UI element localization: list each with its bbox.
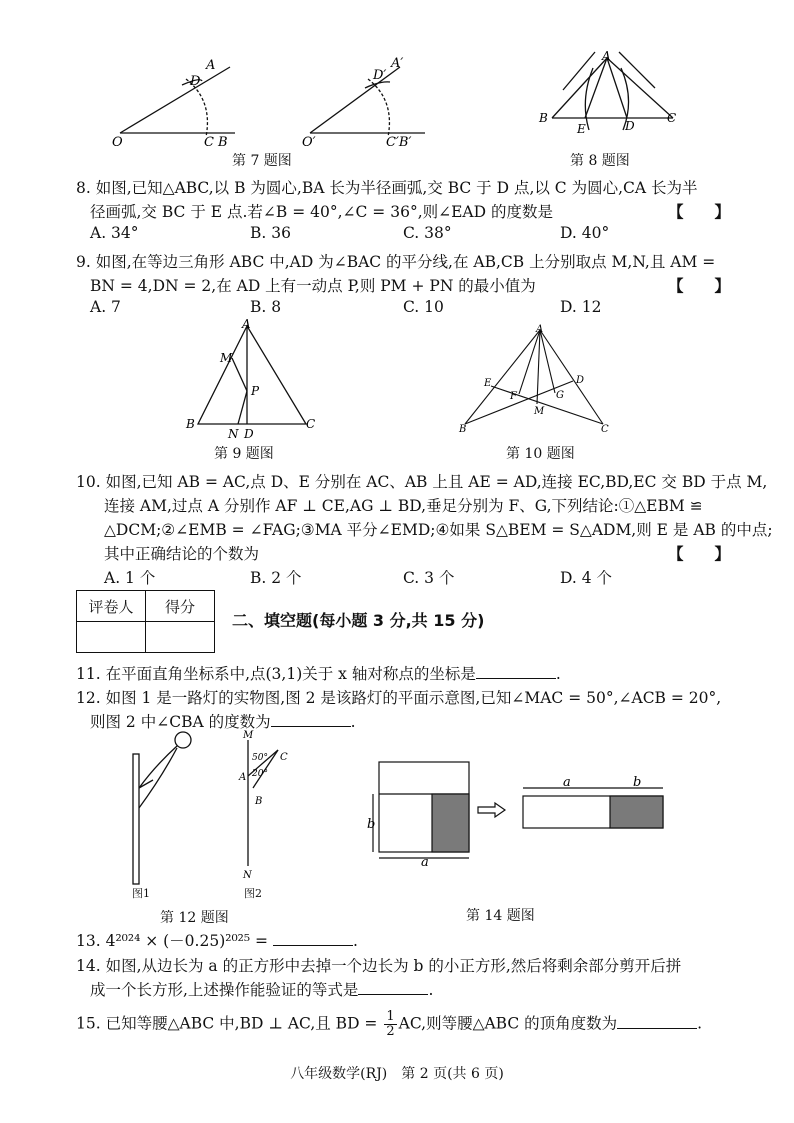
svg-text:C: C — [601, 424, 609, 434]
q12-line1: 12. 如图 1 是一路灯的实物图,图 2 是该路灯的平面示意图,已知∠MAC = 50°,∠ACB = 20°, — [76, 689, 722, 707]
figure-12-sub1-label: 图1 — [132, 887, 150, 900]
svg-text:N: N — [243, 870, 252, 881]
score-table — [76, 590, 215, 653]
q9-answer-bracket[interactable]: 【 】 — [668, 276, 731, 295]
svg-text:B: B — [539, 111, 548, 125]
q15-fraction-numerator: 1 — [386, 1009, 395, 1024]
q13-line — [76, 929, 358, 951]
svg-text:A: A — [242, 318, 251, 331]
q14-end: . — [428, 981, 434, 999]
q9-option-c[interactable]: C. 10 — [403, 298, 444, 316]
svg-text:50°: 50° — [252, 753, 268, 763]
svg-text:G: G — [556, 390, 564, 401]
svg-text:E: E — [577, 122, 586, 136]
page-footer: 八年级数学(RJ) 第 2 页(共 6 页) — [290, 1066, 504, 1082]
q11-end: . — [555, 665, 561, 683]
svg-text:N: N — [228, 427, 239, 441]
q10-line1: 10. 如图,已知 AB = AC,点 D、E 分别在 AC、AB 上且 AE = AD,连接 EC,BD,EC 交 BD 于点 M, — [76, 473, 768, 491]
svg-text:C: C — [667, 111, 677, 125]
q9-option-d[interactable]: D. 12 — [560, 298, 602, 316]
q8-line2: 径画弧,交 BC 于 E 点.若∠B = 40°,∠C = 36°,则∠EAD 的度数是 — [90, 203, 553, 221]
svg-text:F: F — [510, 391, 517, 402]
score-table-score-header: 得分 — [146, 591, 215, 622]
q8-option-b[interactable]: B. 36 — [250, 224, 291, 242]
svg-text:D′: D′ — [373, 68, 387, 83]
figure-7-caption: 第 7 题图 — [232, 153, 292, 169]
figure-12-caption: 第 12 题图 — [160, 910, 229, 926]
figure-7-diagram — [110, 55, 440, 150]
q9-option-a[interactable]: A. 7 — [90, 298, 121, 316]
score-table-score-cell[interactable] — [146, 622, 215, 653]
svg-text:B: B — [186, 417, 195, 431]
svg-text:E: E — [484, 378, 492, 389]
q13-end: . — [352, 932, 358, 950]
q11-line — [76, 662, 561, 684]
svg-text:a: a — [421, 855, 429, 868]
q8-option-c[interactable]: C. 38° — [403, 224, 452, 242]
svg-text:20°: 20° — [252, 769, 268, 779]
svg-text:b: b — [633, 775, 642, 790]
q10-answer-bracket[interactable]: 【 】 — [668, 544, 731, 563]
q10-line2: 连接 AM,过点 A 分别作 AF ⊥ CE,AG ⊥ BD,垂足分别为 F、G,下列结论:①△EBM ≌ — [104, 497, 703, 515]
svg-text:M: M — [220, 351, 233, 365]
score-table-grader-header: 评卷人 — [77, 591, 146, 622]
q11-answer-blank[interactable] — [476, 664, 556, 679]
figure-9-diagram — [180, 318, 320, 442]
svg-text:B: B — [459, 424, 467, 434]
q9-option-b[interactable]: B. 8 — [250, 298, 282, 316]
q15-answer-blank[interactable] — [617, 1014, 697, 1029]
q12-answer-blank[interactable] — [271, 712, 351, 727]
svg-text:A: A — [602, 50, 611, 63]
svg-text:C: C — [280, 752, 288, 763]
svg-text:M: M — [534, 406, 545, 417]
q15-fraction-denominator: 2 — [386, 1024, 395, 1039]
q10-option-c[interactable]: C. 3 个 — [403, 569, 455, 587]
figure-12-diagram — [125, 728, 295, 903]
svg-text:D: D — [244, 427, 254, 441]
q10-option-d[interactable]: D. 4 个 — [560, 569, 613, 587]
q10-line3: △DCM;②∠EMB = ∠FAG;③MA 平分∠EMD;④如果 S△BEM = S△ADM,则 E 是 AB 的中点; — [104, 521, 773, 539]
q9-line1: 9. 如图,在等边三角形 ABC 中,AD 为∠BAC 的平分线,在 AB,CB 上分别取点 M,N,且 AM = — [76, 253, 716, 271]
figure-8-diagram — [535, 50, 685, 140]
q11-text: 11. 在平面直角坐标系中,点(3,1)关于 x 轴对称点的坐标是 — [76, 665, 476, 683]
svg-text:P: P — [251, 384, 260, 398]
q10-option-a[interactable]: A. 1 个 — [104, 569, 156, 587]
section-2-title: 二、填空题(每小题 3 分,共 15 分) — [232, 611, 485, 630]
q12-end: . — [350, 713, 356, 731]
q8-option-d[interactable]: D. 40° — [560, 224, 610, 242]
figure-12-sub2-label: 图2 — [244, 887, 262, 900]
q14-text: 成一个长方形,上述操作能验证的等式是 — [90, 981, 359, 999]
q9-line2: BN = 4,DN = 2,在 AD 上有一动点 P,则 PM + PN 的最小值为 — [90, 277, 536, 295]
svg-text:A: A — [536, 324, 544, 335]
figure-10-diagram — [455, 322, 615, 434]
svg-text:M: M — [243, 730, 254, 741]
svg-text:O: O — [112, 135, 123, 150]
q8-answer-bracket[interactable]: 【 】 — [668, 202, 731, 221]
svg-text:C′B′: C′B′ — [386, 135, 412, 150]
q10-option-b[interactable]: B. 2 个 — [250, 569, 302, 587]
q8-line1: 8. 如图,已知△ABC,以 B 为圆心,BA 长为半径画弧,交 BC 于 D 点,以 C 为圆心,CA 长为半 — [76, 179, 698, 197]
svg-text:D: D — [576, 375, 585, 386]
svg-text:C: C — [306, 417, 316, 431]
q15-line — [76, 1010, 702, 1039]
svg-text:a: a — [563, 775, 571, 790]
q12-text: 则图 2 中∠CBA 的度数为 — [90, 713, 271, 731]
figure-14-diagram — [365, 758, 675, 868]
q14-line1: 14. 如图,从边长为 a 的正方形中去掉一个边长为 b 的小正方形,然后将剩余部分剪开后拼 — [76, 957, 682, 975]
q14-line2 — [90, 978, 433, 1000]
figure-9-caption: 第 9 题图 — [214, 446, 274, 462]
svg-text:b: b — [367, 817, 376, 832]
q13-text: 13. 4²⁰²⁴ × (－0.25)²⁰²⁵ = — [76, 932, 269, 950]
q15-text-after: AC,则等腰△ABC 的顶角度数为 — [398, 1014, 618, 1033]
svg-text:O′: O′ — [302, 135, 316, 150]
svg-text:B: B — [218, 135, 228, 150]
figure-14-caption: 第 14 题图 — [466, 908, 535, 924]
svg-text:C: C — [204, 135, 214, 150]
svg-text:A: A — [206, 58, 216, 73]
q13-answer-blank[interactable] — [273, 931, 353, 946]
figure-10-caption: 第 10 题图 — [506, 446, 575, 462]
figure-8-caption: 第 8 题图 — [570, 153, 630, 169]
svg-text:D: D — [625, 119, 635, 133]
q15-fraction — [384, 1010, 396, 1039]
q8-option-a[interactable]: A. 34° — [90, 224, 139, 242]
q14-answer-blank[interactable] — [358, 980, 428, 995]
svg-text:D: D — [190, 74, 201, 89]
q15-text-before: 15. 已知等腰△ABC 中,BD ⊥ AC,且 BD = — [76, 1014, 378, 1033]
svg-text:A: A — [239, 772, 247, 783]
svg-text:A′: A′ — [391, 56, 404, 71]
score-table-grader-cell[interactable] — [77, 622, 146, 653]
q15-end: . — [697, 1014, 703, 1033]
svg-text:B: B — [255, 796, 263, 807]
q10-line4: 其中正确结论的个数为 — [104, 545, 260, 563]
